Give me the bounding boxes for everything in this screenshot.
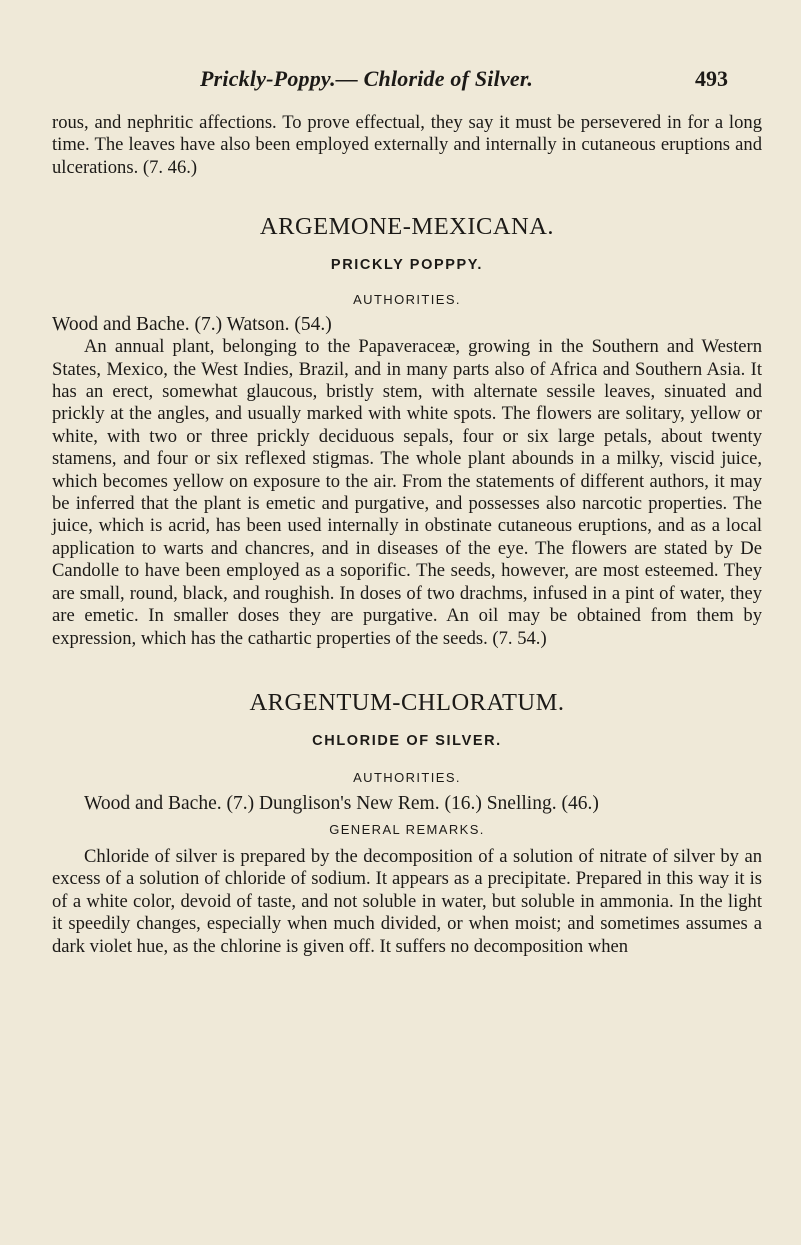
opening-paragraph: rous, and nephritic affections. To prove effectual, they say it must be persevered in for a long time. The leaves have also been employed externally and internally in cutaneous eruptions and ulcerations. (7. 46.): [52, 112, 762, 178]
page-body: [52, 112, 762, 958]
chloride-paragraph: Chloride of silver is prepared by the decomposition of a solution of nitrate of silver by an excess of a solution of chloride of sodium. It appears as a precipitate. Prepared in this way it is of a white color, devoid of taste, and not soluble in water, but soluble in ammonia. In the light it speedily changes, especially when much divided, or when moist; and sometimes assumes a dark violet hue, as the chlorine is given off. It suffers no decomposition when: [52, 845, 762, 957]
argemone-paragraph: An annual plant, belonging to the Papaveraceæ, growing in the Southern and Western States, Mexico, the West Indies, Brazil, and in many parts also of Africa and Southern Asia. It has an erect, somewhat glaucous, bristly stem, with alternate sessile leaves, sinuated and prickly at the angles, and usually marked with white spots. The flowers are solitary, yellow or white, with two or three prickly deciduous sepals, four or six large petals, about twenty stamens, and four or six reflexed stigmas. The whole plant abounds in a milky, viscid juice, which becomes yellow on exposure to the air. From the statements of different authors, it may be inferred that the plant is emetic and purgative, and possesses also narcotic properties. The juice, which is acrid, has been used internally in obstinate cutaneous eruptions, and as a local application to warts and chancres, and in diseases of the eye. The flowers are stated by De Candolle to have been employed as a soporific. The seeds, however, are most esteemed. They are small, round, black, and roughish. In doses of two drachms, infused in a pint of water, they are emetic. In smaller doses they are purgative. An oil may be obtained from them by expression, which has the cathartic properties of the seeds. (7. 54.): [52, 336, 762, 649]
authorities-list: Wood and Bache. (7.) Dunglison's New Rem. (16.) Snelling. (46.): [84, 792, 599, 814]
section-heading-argemone: ARGEMONE-MEXICANA.: [259, 213, 555, 241]
authorities-list: Wood and Bache. (7.) Watson. (54.): [52, 314, 332, 336]
section-heading-argentum: ARGENTUM-CHLORATUM.: [249, 688, 565, 716]
authorities-label: AUTHORITIES.: [353, 769, 461, 785]
running-head: [0, 66, 801, 96]
page-number: 493: [695, 66, 728, 91]
authorities-label: AUTHORITIES.: [353, 292, 461, 308]
running-title: Prickly-Poppy.— Chloride of Silver.: [200, 66, 534, 91]
section-subheading-chloride-of-silver: CHLORIDE OF SILVER.: [312, 732, 502, 749]
section-subheading-prickly-poppy: PRICKLY POPPPY.: [330, 257, 484, 274]
general-remarks-label: GENERAL REMARKS.: [329, 821, 485, 837]
